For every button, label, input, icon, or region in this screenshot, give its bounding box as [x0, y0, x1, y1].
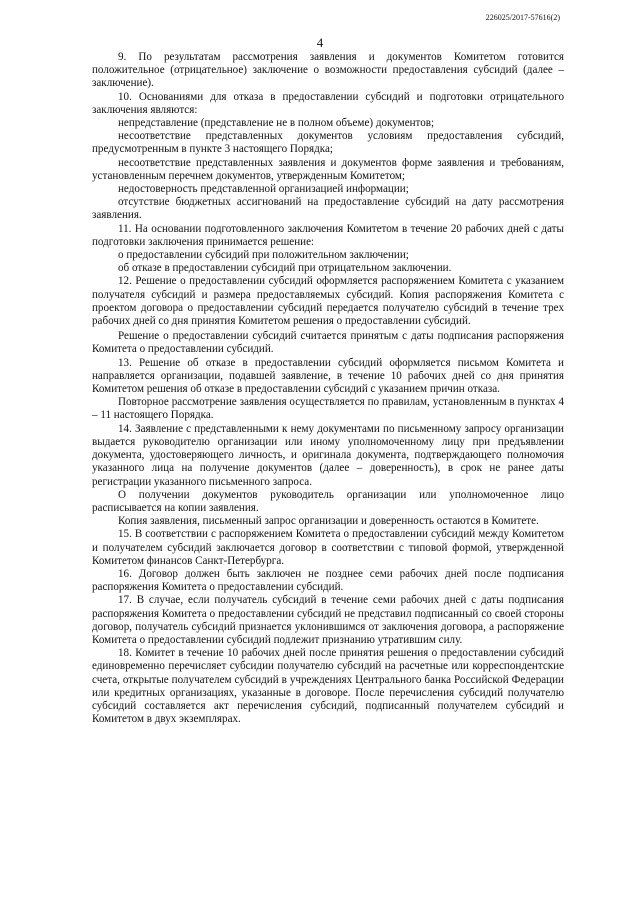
- document-number: 226025/2017-57616(2): [485, 13, 560, 22]
- list-item: об отказе в предоставлении субсидий при отрицательном заключении.: [118, 262, 452, 275]
- paragraph-10: 10. Основаниями для отказа в предоставлении субсидий и подготовки отрицательного заключения являются:: [92, 90, 564, 116]
- list-item: недостоверность представленной организацией информации;: [118, 183, 409, 196]
- paragraph-17: 17. В случае, если получатель субсидий в течение семи рабочих дней с даты подписания распоряжения Комитета о предоставлении субсидий не представил подписанный со своей стороны договор, получатель субсидий признается уклонившимся от заключения договора, а распоряжение Комитета о предоставлении субсидий подлежит признанию утратившим силу.: [92, 594, 564, 646]
- paragraph-12: 12. Решение о предоставлении субсидий оформляется распоряжением Комитета с указанием получателя субсидий и размера предоставляемых субсидий. Копия распоряжения Комитета с проектом договора о предоставлении субсидий передается получателю субсидий в течение трех рабочих дней со дня принятия Комитетом решения о предоставлении субсидий.: [92, 275, 564, 328]
- paragraph-14-continued: Копия заявления, письменный запрос организации и доверенность остаются в Комитете.: [118, 515, 539, 528]
- paragraph-13-continued: Повторное рассмотрение заявления осуществляется по правилам, установленным в пунктах 4 – 11 настоящего Порядка.: [92, 396, 564, 422]
- paragraph-15: 15. В соответствии с распоряжением Комитета о предоставлении субсидий между Комитетом и получателем субсидий заключается договор в соответствии с типовой формой, утвержденной Комитетом финансов Санкт-Петербурга.: [92, 528, 564, 567]
- paragraph-16: 16. Договор должен быть заключен не позднее семи рабочих дней после подписания распоряжения Комитета о предоставлении субсидий.: [92, 567, 564, 594]
- list-item: отсутствие бюджетных ассигнований на предоставление субсидий на дату рассмотрения заявления.: [92, 196, 564, 222]
- paragraph-14-continued: О получении документов руководитель организации или уполномоченное лицо расписывается на копии заявления.: [92, 488, 564, 514]
- paragraph-11: 11. На основании подготовленного заключения Комитетом в течение 20 рабочих дней с даты подготовки заключения принимается решение:: [92, 222, 564, 248]
- paragraph-14: 14. Заявление с представленными к нему документами по письменному запросу организации выдается руководителю организации или иному уполномоченному лицу при предъявлении документа, удостоверяющего личность, и оригинала документа, подтверждающего полномочия указанного лица на получение документов (далее – доверенность), в срок не ранее даты регистрации указанного письменного запроса.: [92, 422, 564, 488]
- paragraph-13: 13. Решение об отказе в предоставлении субсидий оформляется письмом Комитета и направляется организации, подавшей заявление, в течение 10 рабочих дней со дня принятия Комитетом решения об отказе в предоставлении субсидий с указанием причин отказа.: [92, 356, 564, 396]
- document-body: [92, 51, 564, 726]
- paragraph-18: 18. Комитет в течение 10 рабочих дней после принятия решения о предоставлении субсидий единовременно перечисляет субсидии получателю субсидий на расчетные или корреспондентские счета, открытые получателем субсидий в учреждениях Центрального банка Российской Федерации или кредитных организациях, указанные в договоре. После перечисления субсидий получателю субсидий составляется акт перечисления субсидий, подписанный получателем субсидий и Комитетом в двух экземплярах.: [92, 647, 564, 726]
- page-number: 4: [316, 35, 324, 50]
- list-item: непредставление (представление не в полном объеме) документов;: [118, 117, 435, 130]
- paragraph-9: 9. По результатам рассмотрения заявления и документов Комитетом готовится положительное (отрицательное) заключение о возможности предоставления субсидий (далее – заключение).: [92, 51, 564, 90]
- list-item: о предоставлении субсидий при положительном заключении;: [118, 249, 409, 262]
- list-item: несоответствие представленных заявления и документов форме заявления и требованиям, установленным перечнем документов, утвержденным Комитетом;: [92, 156, 564, 182]
- list-item: несоответствие представленных документов условиям предоставления субсидий, предусмотренным в пункте 3 настоящего Порядка;: [92, 130, 564, 156]
- paragraph-12-continued: Решение о предоставлении субсидий считается принятым с даты подписания распоряжения Комитета о предоставлении субсидий.: [92, 330, 564, 356]
